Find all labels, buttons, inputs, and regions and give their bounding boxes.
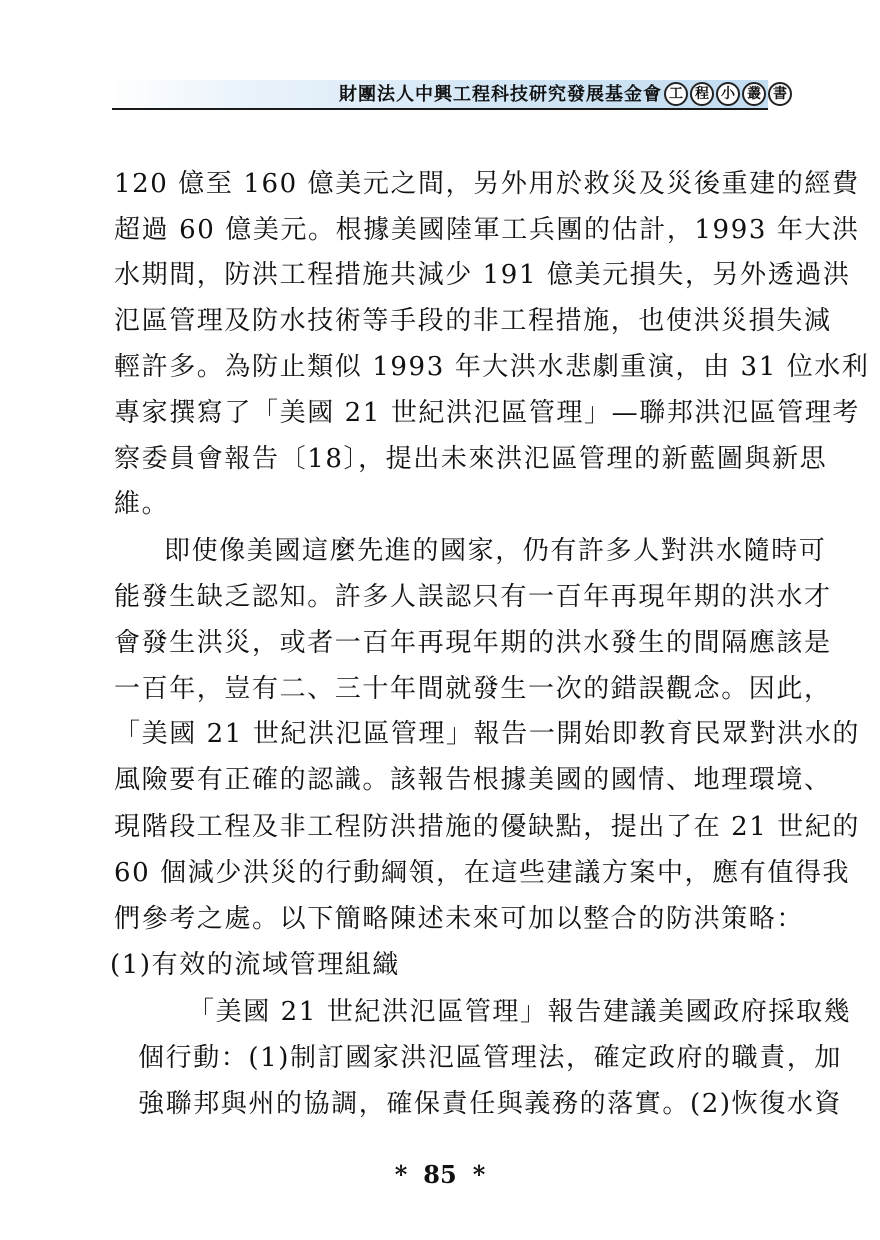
text-line: 氾區管理及防水技術等手段的非工程措施，也使洪災損失減 [114,306,832,336]
page-number-value: 85 [423,1160,457,1189]
paragraph-first-line: 「美國 21 世紀洪氾區管理」報告建議美國政府採取幾 [188,997,852,1027]
star-icon: * [394,1160,408,1189]
text-line: 輕許多。為防止類似 1993 年大洪水悲劇重演，由 31 位水利 [114,352,870,382]
series-badge: 叢 [742,82,766,106]
header-organization-name: 財團法人中興工程科技研究發展基金會 [339,84,662,105]
series-badge: 小 [716,82,740,106]
text-line: 會發生洪災，或者一百年再現年期的洪水發生的間隔應該是 [114,628,832,658]
text-line: 60 個減少洪災的行動綱領，在這些建議方案中，應有值得我 [114,858,851,888]
text-line: 120 億至 160 億美元之間，另外用於救災及災後重建的經費 [114,169,860,199]
text-line: 風險要有正確的認識。該報告根據美國的國情、地理環境、 [114,765,832,795]
paragraph-first-line: 即使像美國這麼先進的國家，仍有許多人對洪水隨時可 [164,536,827,566]
text-line: 「美國 21 世紀洪氾區管理」報告一開始即教育民眾對洪水的 [114,719,861,749]
text-line: 專家撰寫了「美國 21 世紀洪氾區管理」—聯邦洪氾區管理考 [114,398,861,428]
text-line: 能發生缺乏認知。許多人誤認只有一百年再現年期的洪水才 [114,582,832,612]
section-heading: (1)有效的流域管理組織 [110,950,401,980]
series-logo [664,82,792,106]
text-line: 個行動：(1)制訂國家洪氾區管理法，確定政府的職責，加 [138,1043,843,1073]
page-number [0,1160,880,1189]
star-icon: * [472,1160,486,1189]
series-badge: 書 [768,82,792,106]
text-line: 超過 60 億美元。根據美國陸軍工兵團的估計，1993 年大洪 [114,215,860,245]
text-line: 強聯邦與州的協調，確保責任與義務的落實。(2)恢復水資 [138,1089,843,1119]
text-line: 維。 [114,489,170,519]
text-line: 水期間，防洪工程措施共減少 191 億美元損失，另外透過洪 [114,260,851,290]
text-line: 們參考之處。以下簡略陳述未來可加以整合的防洪策略： [114,904,805,934]
series-badge: 程 [690,82,714,106]
text-line: 現階段工程及非工程防洪措施的優缺點，提出了在 21 世紀的 [114,812,861,842]
series-badge: 工 [664,82,688,106]
text-line: 察委員會報告〔18〕，提出未來洪氾區管理的新藍圖與新思 [114,444,828,474]
header-rule [112,108,768,110]
text-line: 一百年，豈有二、三十年間就發生一次的錯誤觀念。因此， [114,674,832,704]
